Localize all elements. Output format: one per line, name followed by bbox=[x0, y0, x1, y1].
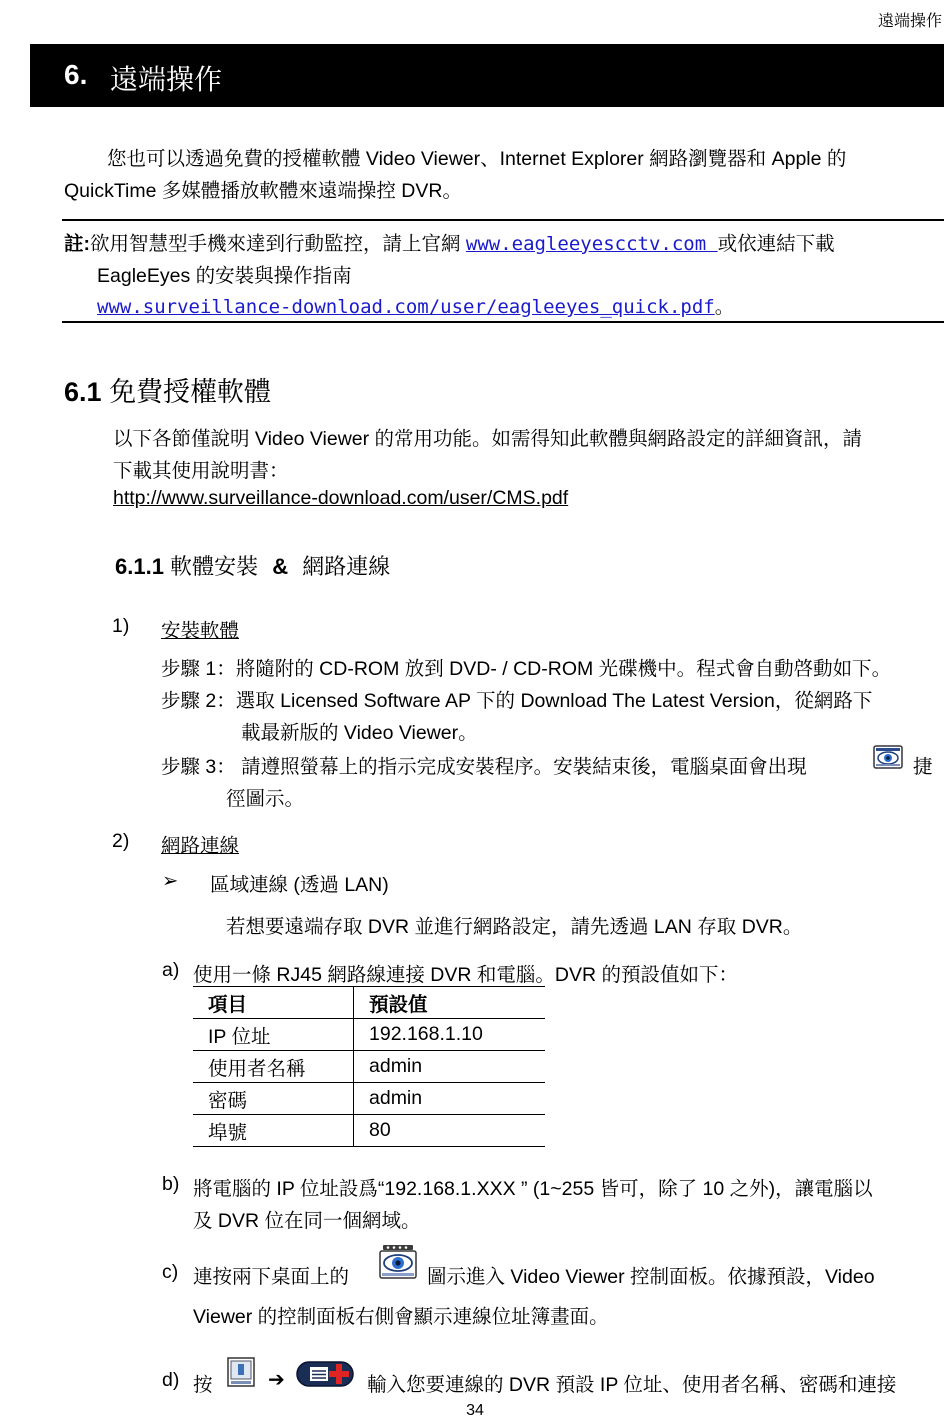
step-c-text-before: 連按兩下桌面上的 bbox=[193, 1266, 350, 1288]
section-6-1-1-title-a: 軟體安裝 bbox=[170, 554, 259, 579]
note-bottom-rule bbox=[62, 321, 944, 323]
note-line-3 bbox=[97, 291, 734, 319]
section-6-1-1-title-b: 網路連線 bbox=[302, 554, 391, 579]
step-b-line-2: 及 DVR 位在同一個網域。 bbox=[193, 1210, 421, 1232]
intro-line-1: 您也可以透過免費的授權軟體 Video Viewer、Internet Explorer 網路瀏覽器和 Apple 的 bbox=[107, 148, 847, 170]
section-6-1-heading bbox=[64, 370, 271, 409]
table-cell: 使用者名稱 bbox=[193, 1051, 354, 1083]
lan-body: 若想要遠端存取 DVR 並進行網路設定，請先透過 LAN 存取 DVR。 bbox=[226, 916, 803, 938]
section-6-1-number: 6.1 bbox=[64, 377, 102, 407]
note-text-1: 欲用智慧型手機來達到行動監控，請上官網 bbox=[90, 233, 466, 255]
cms-manual-link[interactable]: http://www.surveillance-download.com/user/CMS.pdf bbox=[113, 487, 569, 509]
chapter-number: 6. bbox=[64, 59, 88, 90]
section-6-1-title: 免費授權軟體 bbox=[109, 377, 272, 407]
table-cell: 192.168.1.10 bbox=[354, 1019, 546, 1051]
note-label: 註: bbox=[64, 233, 90, 255]
address-book-icon bbox=[226, 1356, 256, 1388]
note-text-3: EagleEyes 的安裝與操作指南 bbox=[97, 265, 352, 287]
bullet-arrow-icon: ➢ bbox=[162, 870, 179, 892]
step-c-marker: c) bbox=[162, 1261, 179, 1283]
note-text-2: 或依連結下載 bbox=[717, 233, 835, 255]
video-viewer-icon bbox=[378, 1244, 418, 1280]
eagleeyes-site-link[interactable]: www.eagleeyescctv.com bbox=[465, 233, 718, 255]
table-row bbox=[193, 1051, 545, 1083]
lan-subheading: 區域連線 (透過 LAN) bbox=[210, 874, 389, 896]
add-host-icon bbox=[296, 1360, 358, 1388]
step-b-line-1: 將電腦的 IP 位址設爲“192.168.1.XXX ” (1~255 皆可，除了 10 之外)，讓電腦以 bbox=[193, 1178, 873, 1200]
section-6-1-1-amp: & bbox=[272, 554, 289, 579]
intro-line-2: QuickTime 多媒體播放軟體來遠端操控 DVR。 bbox=[64, 180, 462, 202]
note-period: 。 bbox=[714, 296, 735, 318]
table-row bbox=[193, 1019, 545, 1051]
table-header-row bbox=[193, 987, 545, 1019]
table-header-cell: 預設值 bbox=[354, 987, 546, 1019]
table-cell: IP 位址 bbox=[193, 1019, 354, 1051]
table-cell: 密碼 bbox=[193, 1083, 354, 1115]
table-cell: admin bbox=[354, 1083, 546, 1115]
step-b-marker: b) bbox=[162, 1173, 180, 1195]
item-2-marker: 2) bbox=[112, 830, 130, 852]
step-d-arrow: ➔ bbox=[268, 1369, 285, 1391]
table-row bbox=[193, 1083, 545, 1115]
table-header-cell: 項目 bbox=[193, 987, 354, 1019]
step-a-marker: a) bbox=[162, 959, 180, 981]
chapter-banner bbox=[30, 44, 944, 107]
page-number: 34 bbox=[466, 1402, 484, 1419]
note-top-rule bbox=[62, 219, 944, 221]
running-header: 遠端操作 bbox=[877, 13, 942, 30]
note-line-1 bbox=[64, 228, 835, 256]
section-6-1-body-1: 以下各節僅說明 Video Viewer 的常用功能。如需得知此軟體與網路設定的詳細資訊，請 bbox=[113, 428, 863, 450]
install-step-3-line-1: 步驟 3： 請遵照螢幕上的指示完成安裝程序。安裝結束後，電腦桌面會出現 bbox=[161, 756, 807, 778]
install-step-3-line-2: 徑圖示。 bbox=[226, 788, 305, 810]
dvr-defaults-table bbox=[193, 986, 545, 1147]
table-cell: 80 bbox=[354, 1115, 546, 1147]
table-cell: 埠號 bbox=[193, 1115, 354, 1147]
item-1-marker: 1) bbox=[112, 615, 130, 637]
section-6-1-1-heading bbox=[115, 550, 390, 581]
eagleeyes-guide-link[interactable]: www.surveillance-download.com/user/eagleeyes_quick.pdf bbox=[97, 296, 715, 318]
install-step-2-line-1: 步驟 2：選取 Licensed Software AP 下的 Download The Latest Version，從網路下 bbox=[161, 690, 873, 712]
item-2-title: 網路連線 bbox=[161, 835, 240, 857]
step-d-text: 輸入您要連線的 DVR 預設 IP 位址、使用者名稱、密碼和連接 bbox=[367, 1374, 897, 1396]
table-row bbox=[193, 1115, 545, 1147]
step-d-marker: d) bbox=[162, 1369, 180, 1391]
install-step-2-line-2: 載最新版的 Video Viewer。 bbox=[241, 722, 478, 744]
step-c-line-2: Viewer 的控制面板右側會顯示連線位址簿畫面。 bbox=[193, 1306, 609, 1328]
install-step-3-end: 捷 bbox=[913, 756, 933, 778]
install-step-1: 步驟 1：將隨附的 CD-ROM 放到 DVD- / CD-ROM 光碟機中。程式會自動啓動如下。 bbox=[161, 658, 892, 680]
chapter-title: 遠端操作 bbox=[110, 64, 223, 95]
section-6-1-body-2: 下載其使用說明書： bbox=[113, 460, 289, 482]
table-cell: admin bbox=[354, 1051, 546, 1083]
note-line-2 bbox=[97, 260, 352, 288]
section-6-1-1-number: 6.1.1 bbox=[115, 554, 164, 579]
step-c-text-after: 圖示進入 Video Viewer 控制面板。依據預設，Video bbox=[427, 1266, 875, 1288]
video-viewer-icon bbox=[873, 745, 903, 769]
step-a-text: 使用一條 RJ45 網路線連接 DVR 和電腦。DVR 的預設值如下： bbox=[193, 964, 738, 986]
item-1-title: 安裝軟體 bbox=[161, 620, 240, 642]
step-d-press: 按 bbox=[193, 1374, 213, 1396]
